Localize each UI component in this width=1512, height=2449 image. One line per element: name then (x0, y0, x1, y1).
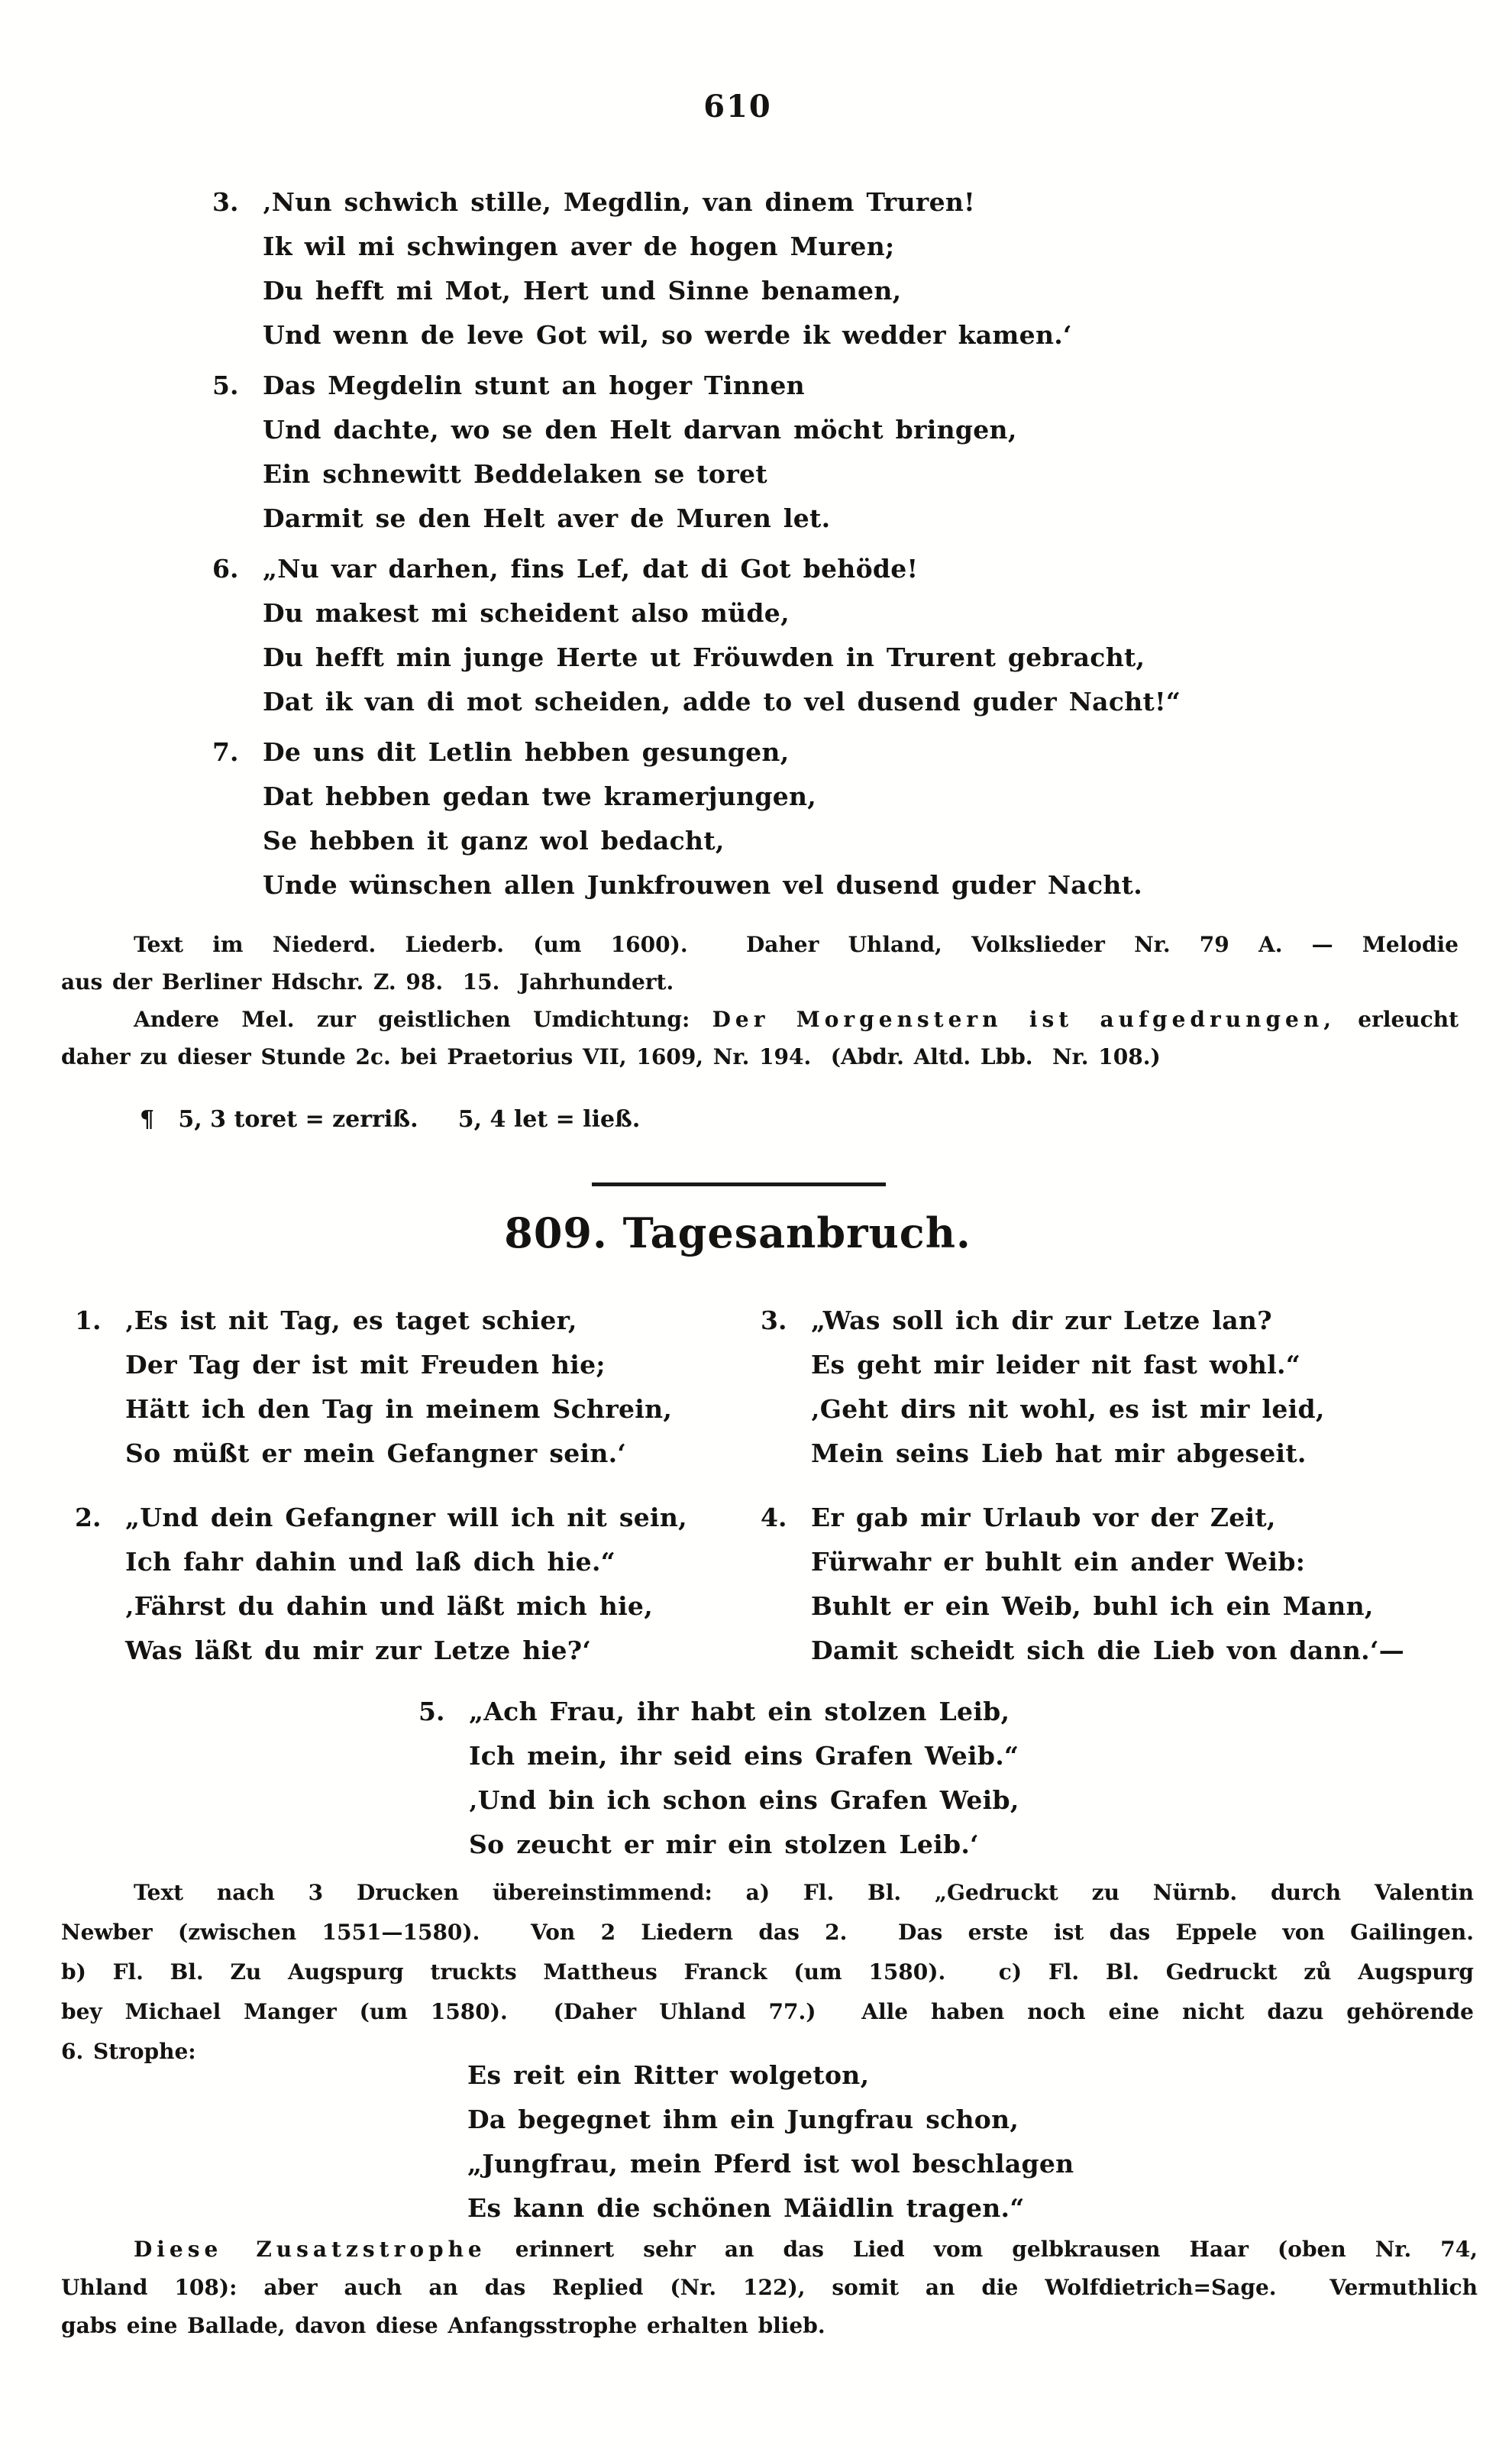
stanza-3 (212, 180, 1449, 357)
stanza-1 (75, 1299, 797, 1476)
verse-line: Was läßt du mir zur Letze hie?‘ (125, 1635, 592, 1665)
stanza-4 (761, 1496, 1483, 1673)
verse-line: So müßt er mein Gefangner sein.‘ (125, 1438, 627, 1468)
verse-line: Es reit ein Ritter wolgeton, (467, 2060, 870, 2090)
note-line: gabs eine Ballade, davon diese Anfangsstrophe erhalten blieb. (61, 2313, 825, 2338)
verse-line: „Und dein Gefangner will ich nit sein, (125, 1503, 687, 1532)
note-line: bey Michael Manger (um 1580). (Daher Uhland 77.) Alle haben noch eine nicht dazu gehörende (61, 1999, 1474, 2024)
note-line: b) Fl. Bl. Zu Augspurg truckts Mattheus Franck (um 1580). c) Fl. Bl. Gedruckt zů Augspurg (61, 1959, 1474, 1985)
verse-line: Du hefft mi Mot, Hert und Sinne benamen, (263, 276, 902, 306)
closing-commentary (61, 2231, 1478, 2345)
note-line: Text nach 3 Drucken übereinstimmend: a) Fl. Bl. „Gedruckt zu Nürnb. durch Valentin (134, 1880, 1474, 1905)
verse-line: Er gab mir Urlaub vor der Zeit, (811, 1503, 1276, 1532)
emphasized-term: Diese Zusatzstrophe (134, 2237, 486, 2262)
verse-line: Unde wünschen allen Junkfrouwen vel dusend guder Nacht. (263, 870, 1142, 900)
stanza-number: 7. (212, 737, 239, 767)
verse-line: Fürwahr er buhlt ein ander Weib: (811, 1547, 1306, 1577)
verse-line: Se hebben it ganz wol bedacht, (263, 826, 725, 856)
verse-line: So zeucht er mir ein stolzen Leib.‘ (469, 1829, 979, 1859)
note-line: Uhland 108): aber auch an das Replied (Nr. 122), somit an die Wolfdietrich=Sage. Vermuthlich (61, 2275, 1478, 2300)
verse-line: Der Tag der ist mit Freuden hie; (125, 1350, 606, 1380)
verse-line: Hätt ich den Tag in meinem Schrein, (125, 1394, 673, 1424)
stanza-number: 3. (761, 1305, 787, 1335)
stanza-number: 2. (75, 1503, 102, 1532)
verse-line: ‚Nun schwich stille, Megdlin, van dinem Truren! (263, 187, 975, 217)
verse-line: Ik wil mi schwingen aver de hogen Muren; (263, 231, 895, 261)
verse-line: Ich mein, ihr seid eins Grafen Weib.“ (469, 1741, 1019, 1771)
verse-line: Es geht mir leider nit fast wohl.“ (811, 1350, 1301, 1380)
verse-line: „Jungfrau, mein Pferd ist wol beschlagen (467, 2149, 1074, 2179)
verse-line: Das Megdelin stunt an hoger Tinnen (263, 370, 805, 400)
verse-line: Buhlt er ein Weib, buhl ich ein Mann, (811, 1591, 1374, 1621)
stanza-number: 5. (418, 1697, 445, 1726)
page-number: 610 (703, 89, 772, 125)
verse-line: De uns dit Letlin hebben gesungen, (263, 737, 790, 767)
song-808-source-notes (61, 926, 1459, 1076)
verse-line: Du hefft min junge Herte ut Fröuwden in Trurent gebracht, (263, 642, 1145, 672)
note-line: daher zu dieser Stunde 2c. bei Praetorius VII, 1609, Nr. 194. (Abdr. Altd. Lbb. Nr. 108.) (61, 1044, 1161, 1069)
song-808-verses (212, 180, 1449, 914)
stanza-number: 5. (212, 370, 239, 400)
glossary-line: ¶ 5, 3 toret = zerriß. 5, 4 let = ließ. (140, 1106, 641, 1133)
section-heading: 809. Tagesanbruch. (504, 1208, 971, 1257)
stanza-6 (212, 547, 1449, 724)
note-line (61, 1001, 1459, 1038)
stanza-5 (212, 364, 1449, 541)
verse-line: ‚Es ist nit Tag, es taget schier, (125, 1305, 577, 1335)
verse-line: „Ach Frau, ihr habt ein stolzen Leib, (469, 1697, 1010, 1726)
verse-line: Damit scheidt sich die Lieb von dann.‘— (811, 1635, 1405, 1665)
verse-line: Mein seins Lieb hat mir abgeseit. (811, 1438, 1307, 1468)
verse-line: Ein schnewitt Beddelaken se toret (263, 459, 767, 489)
verse-line: Und wenn de leve Got wil, so werde ik wedder kamen.‘ (263, 320, 1072, 350)
stanza-number: 4. (761, 1503, 787, 1532)
verse-line: „Nu var darhen, fins Lef, dat di Got behöde! (263, 554, 919, 584)
verse-line: Ich fahr dahin und laß dich hie.“ (125, 1547, 616, 1577)
song-809-source-notes (61, 1873, 1474, 2072)
note-line (61, 2231, 1478, 2269)
stanza-2 (75, 1496, 797, 1673)
stanza-number: 3. (212, 187, 239, 217)
stanza-7 (212, 730, 1449, 907)
verse-line: Dat hebben gedan twe kramerjungen, (263, 781, 817, 811)
verse-line: Darmit se den Helt aver de Muren let. (263, 503, 831, 533)
note-text: erleucht (1335, 1007, 1459, 1032)
emphasized-song-title: Der Morgenstern ist aufgedrungen, (712, 1007, 1336, 1032)
verse-line: ‚Und bin ich schon eins Grafen Weib, (469, 1785, 1019, 1815)
note-line: aus der Berliner Hdschr. Z. 98. 15. Jahrhundert. (61, 969, 674, 995)
verse-line: „Was soll ich dir zur Letze lan? (811, 1305, 1272, 1335)
verse-line: Und dachte, wo se den Helt darvan möcht bringen, (263, 415, 1017, 445)
stanza-number: 1. (75, 1305, 102, 1335)
verse-line: ‚Fährst du dahin und läßt mich hie, (125, 1591, 654, 1621)
stanza-3 (761, 1299, 1483, 1476)
stanza-5 (418, 1690, 1309, 1867)
note-text: Andere Mel. zur geistlichen Umdichtung: (134, 1007, 712, 1032)
verse-line: Es kann die schönen Mäidlin tragen.“ (467, 2193, 1025, 2223)
verse-line: Du makest mi scheident also müde, (263, 598, 790, 628)
verse-line: ‚Geht dirs nit wohl, es ist mir leid, (811, 1394, 1325, 1424)
note-line: Newber (zwischen 1551—1580). Von 2 Liedern das 2. Das erste ist das Eppele von Gailingen. (61, 1920, 1474, 1945)
extra-stanza-quote (467, 2053, 1074, 2231)
verse-line: Dat ik van di mot scheiden, adde to vel dusend guder Nacht!“ (263, 687, 1181, 717)
section-divider (592, 1182, 886, 1186)
note-text: erinnert sehr an das Lied vom gelbkrausen Haar (oben Nr. 74, (486, 2237, 1478, 2262)
note-line: 6. Strophe: (61, 2039, 196, 2064)
note-line: Text im Niederd. Liederb. (um 1600). Daher Uhland, Volkslieder Nr. 79 A. — Melodie (134, 932, 1459, 957)
verse-line: Da begegnet ihm ein Jungfrau schon, (467, 2104, 1019, 2134)
stanza-number: 6. (212, 554, 239, 584)
